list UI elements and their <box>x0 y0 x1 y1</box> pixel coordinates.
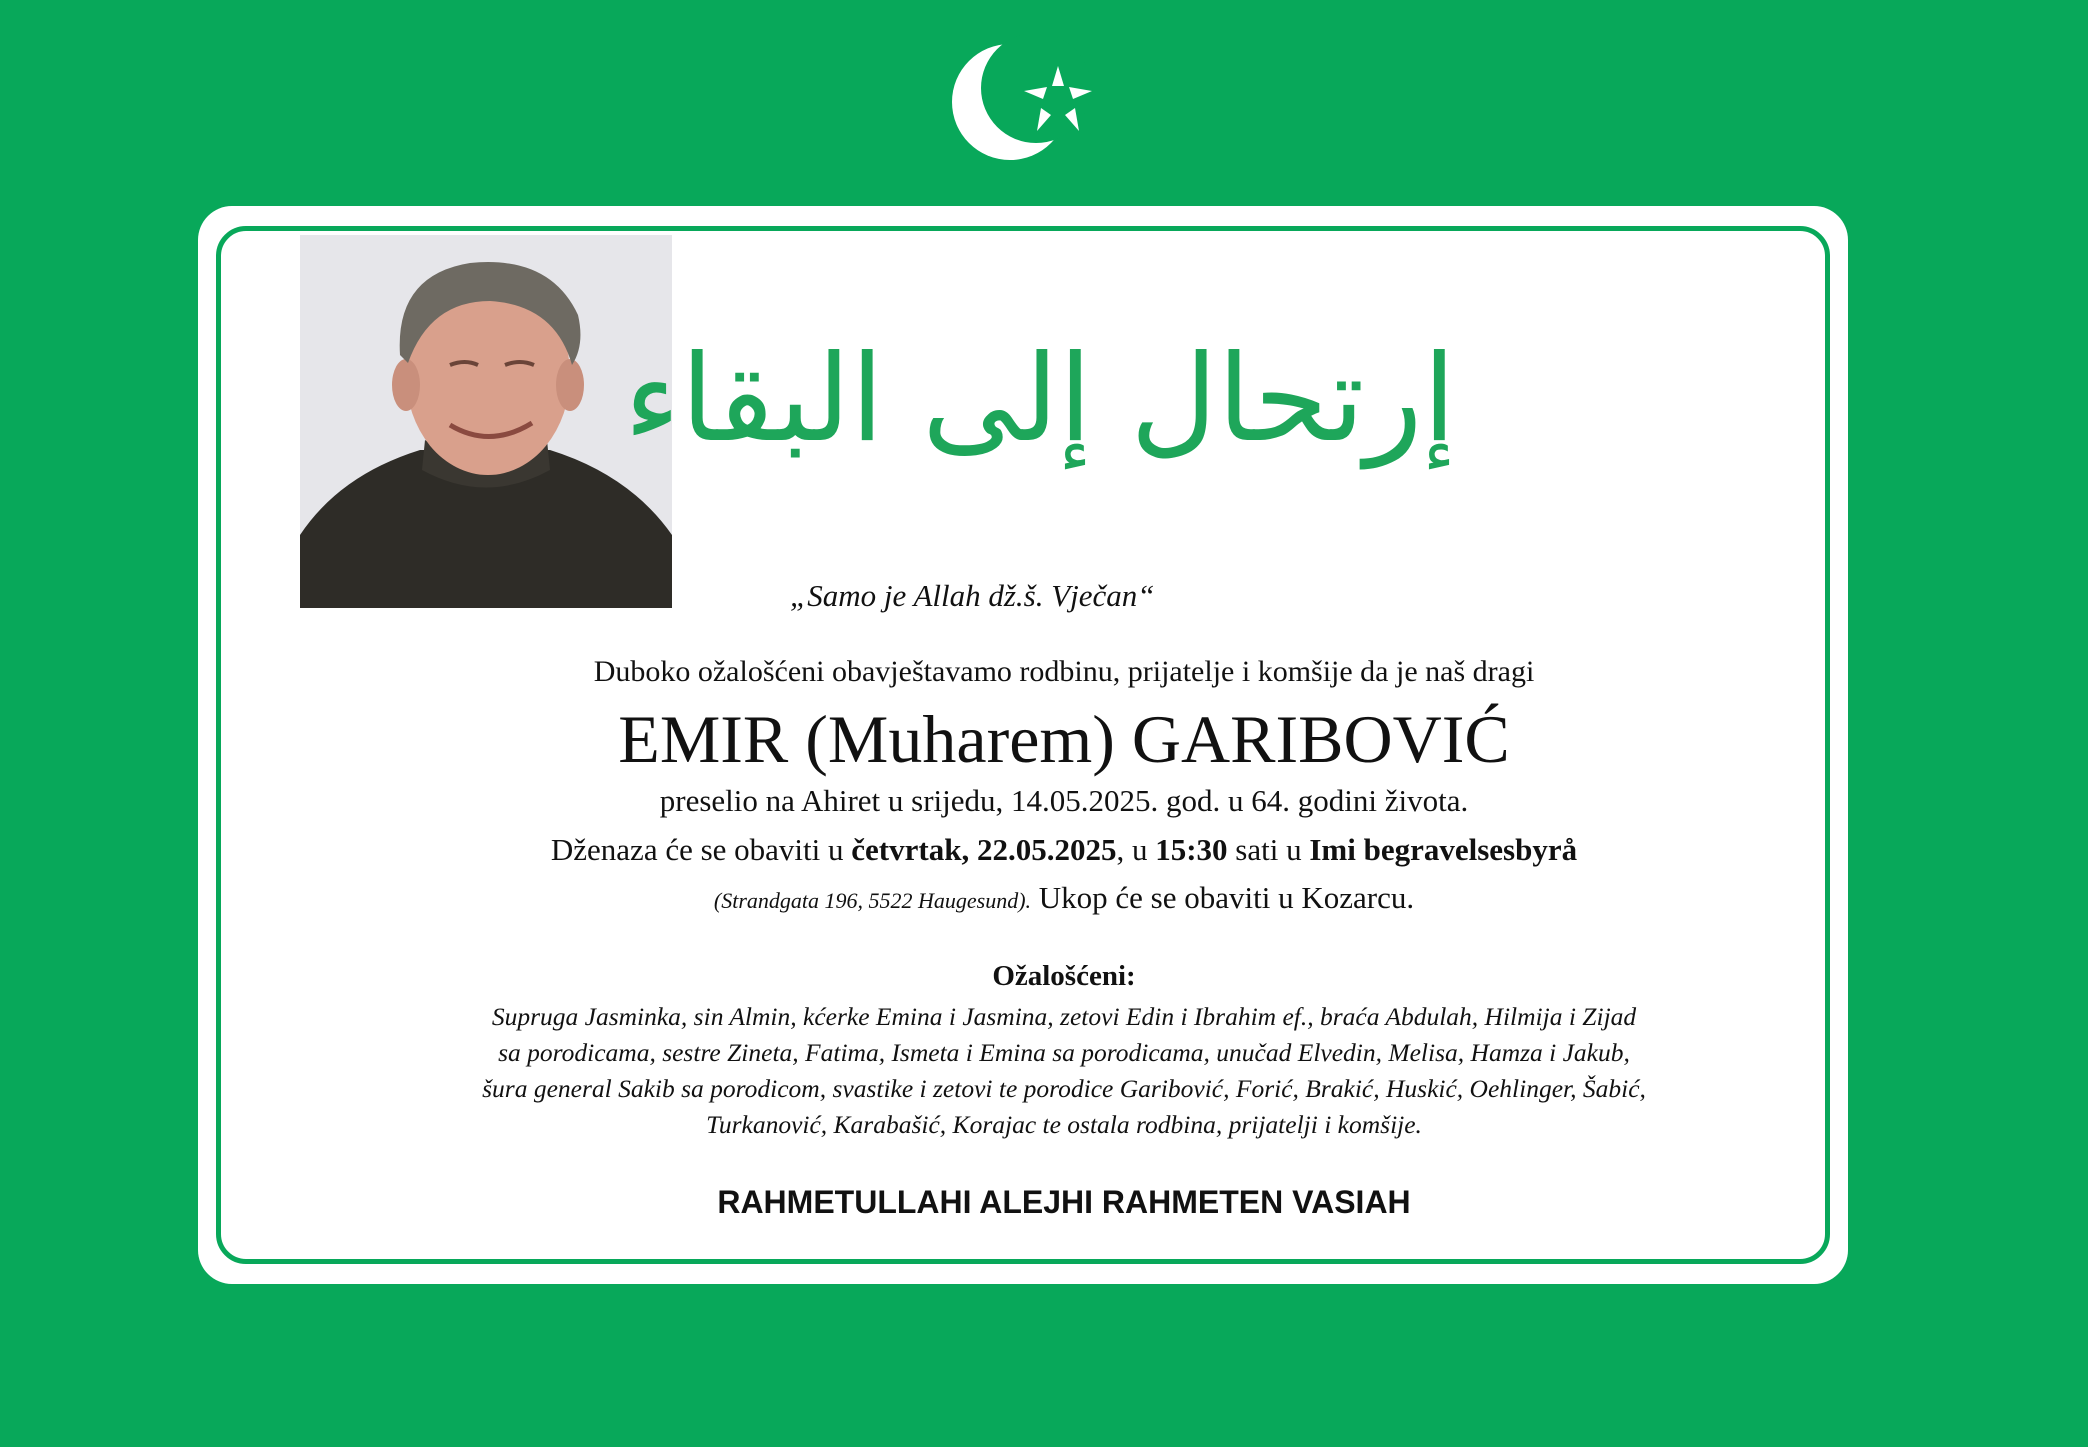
intro-text: Duboko ožalošćeni obavještavamo rodbinu, prijatelje i komšije da je naš dragi <box>593 655 1535 688</box>
funeral-date: 22.05.2025 <box>976 832 1117 867</box>
funeral-details: Dženaza će se obaviti u četvrtak, 22.05.2025, u 15:30 sati u Imi begravelsesbyrå <box>550 832 1578 867</box>
funeral-place: Imi begravelsesbyrå <box>1309 832 1578 867</box>
crescent-star-icon <box>930 30 1110 170</box>
mourners-line: sa porodicama, sestre Zineta, Fatima, Ismeta i Emina sa porodicama, unučad Elvedin, Melisa, Hamza i Jakub, <box>498 1038 1630 1067</box>
mourners-line: Supruga Jasminka, sin Almin, kćerke Emina i Jasmina, zetovi Edin i Ibrahim ef., braća Abdulah, Hilmija i Zijad <box>491 1002 1637 1031</box>
mourners-line: Turkanović, Karabašić, Korajac te ostala rodbina, prijatelji i komšije. <box>706 1110 1422 1139</box>
closing-prayer: RAHMETULLAHI ALEJHI RAHMETEN VASIAH <box>717 1184 1411 1220</box>
deceased-name: EMIR (Muharem) GARIBOVIĆ <box>618 701 1510 777</box>
funeral-address: (Strandgata 196, 5522 Haugesund). <box>713 888 1032 913</box>
mourners-line: šura general Sakib sa porodicom, svastike i zetovi te porodice Garibović, Forić, Brakić, Huskić, Oehlinger, Šabić, <box>482 1074 1646 1103</box>
quote: „Samo je Allah dž.š. Vječan“ <box>790 578 1155 613</box>
burial-text: Ukop će se obaviti u Kozarcu. <box>1038 880 1415 915</box>
arabic-calligraphy <box>624 290 1456 510</box>
funeral-day: četvrtak <box>851 832 962 867</box>
funeral-text-1: Dženaza će se obaviti u <box>550 832 852 867</box>
portrait-photo <box>300 235 672 608</box>
location-line <box>40 880 2088 916</box>
funeral-text-3: sati u <box>1227 832 1310 867</box>
death-date-text: preselio na Ahiret u srijedu, 14.05.2025. god. u 64. godini života. <box>659 783 1469 818</box>
svg-text:إرتحال إلى البقاء: إرتحال إلى البقاء <box>624 330 1456 469</box>
funeral-time: 15:30 <box>1155 832 1228 867</box>
funeral-text-2: , u <box>1116 832 1156 867</box>
mourners-title: Ožalošćeni: <box>992 960 1136 992</box>
